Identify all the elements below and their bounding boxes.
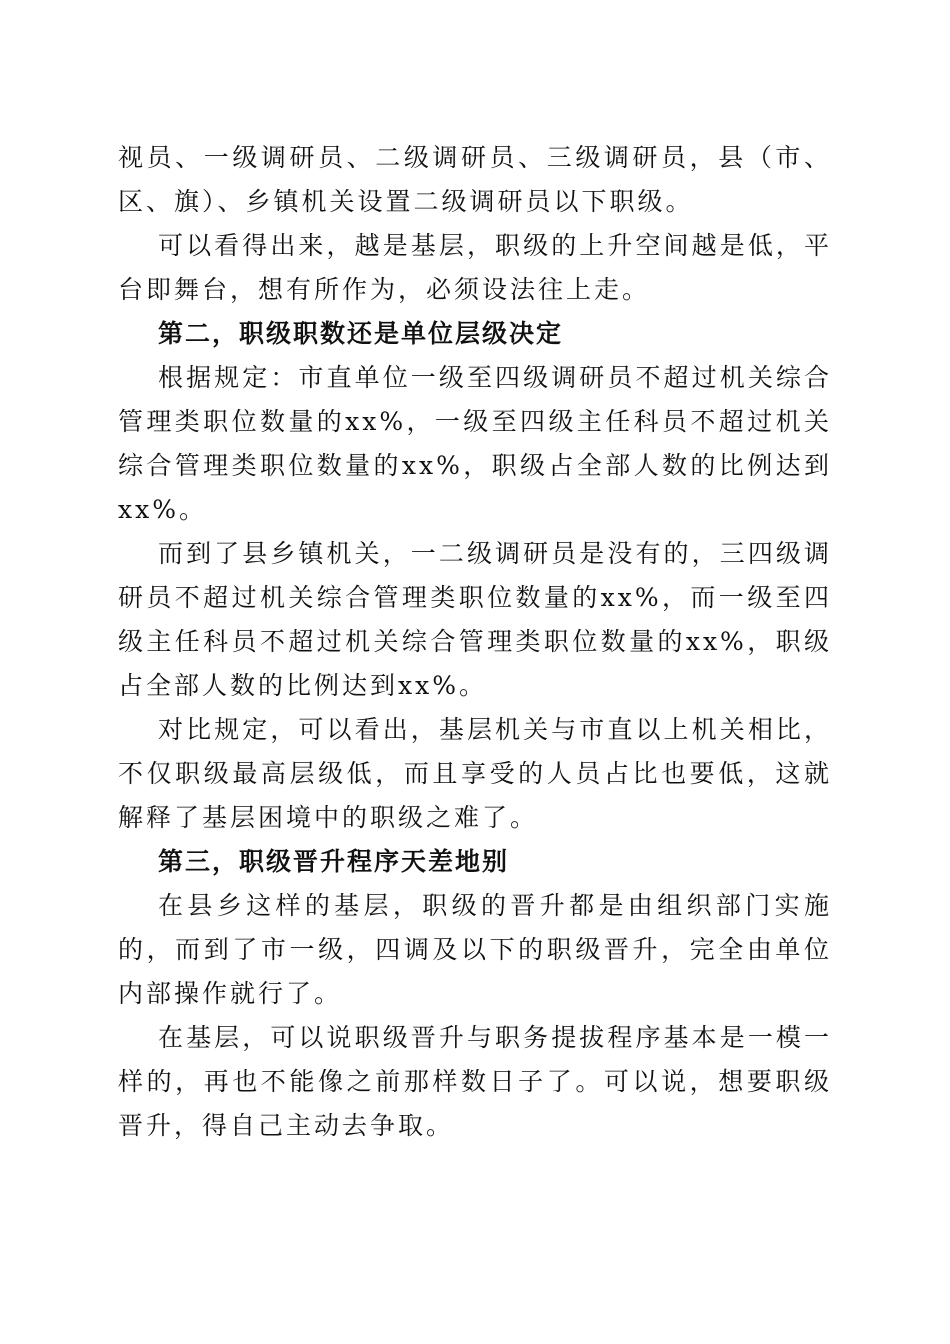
paragraph-county-rules: 而到了县乡镇机关，一二级调研员是没有的，三四级调研员不超过机关综合管理类职位数量的xx%，而一级至四级主任科员不超过机关综合管理类职位数量的xx%，职级占全部人数的比例达到xx%。 [118, 539, 832, 700]
heading-second: 第二，职级职数还是单位层级决定 [158, 319, 564, 348]
paragraph-continuation: 视员、一级调研员、二级调研员、三级调研员，县（市、区、旗）、乡镇机关设置二级调研员以下职级。 [118, 143, 832, 216]
document-body [118, 136, 832, 1148]
paragraph-city-rules: 根据规定：市直单位一级至四级调研员不超过机关综合管理类职位数量的xx%，一级至四级主任科员不超过机关综合管理类职位数量的xx%，职级占全部人数的比例达到xx%。 [118, 363, 832, 524]
heading-third: 第三，职级晋升程序天差地别 [158, 847, 510, 876]
paragraph-grassroots-promotion: 在基层，可以说职级晋升与职务提拔程序基本是一模一样的，再也不能像之前那样数日子了。可以说，想要职级晋升，得自己主动去争取。 [118, 1023, 832, 1140]
paragraph-promotion-procedure: 在县乡这样的基层，职级的晋升都是由组织部门实施的，而到了市一级，四调及以下的职级晋升，完全由单位内部操作就行了。 [118, 891, 832, 1008]
paragraph-upward-space: 可以看得出来，越是基层，职级的上升空间越是低，平台即舞台，想有所作为，必须设法往上走。 [118, 231, 832, 304]
paragraph-comparison: 对比规定，可以看出，基层机关与市直以上机关相比，不仅职级最高层级低，而且享受的人员占比也要低，这就解释了基层困境中的职级之难了。 [118, 715, 832, 832]
